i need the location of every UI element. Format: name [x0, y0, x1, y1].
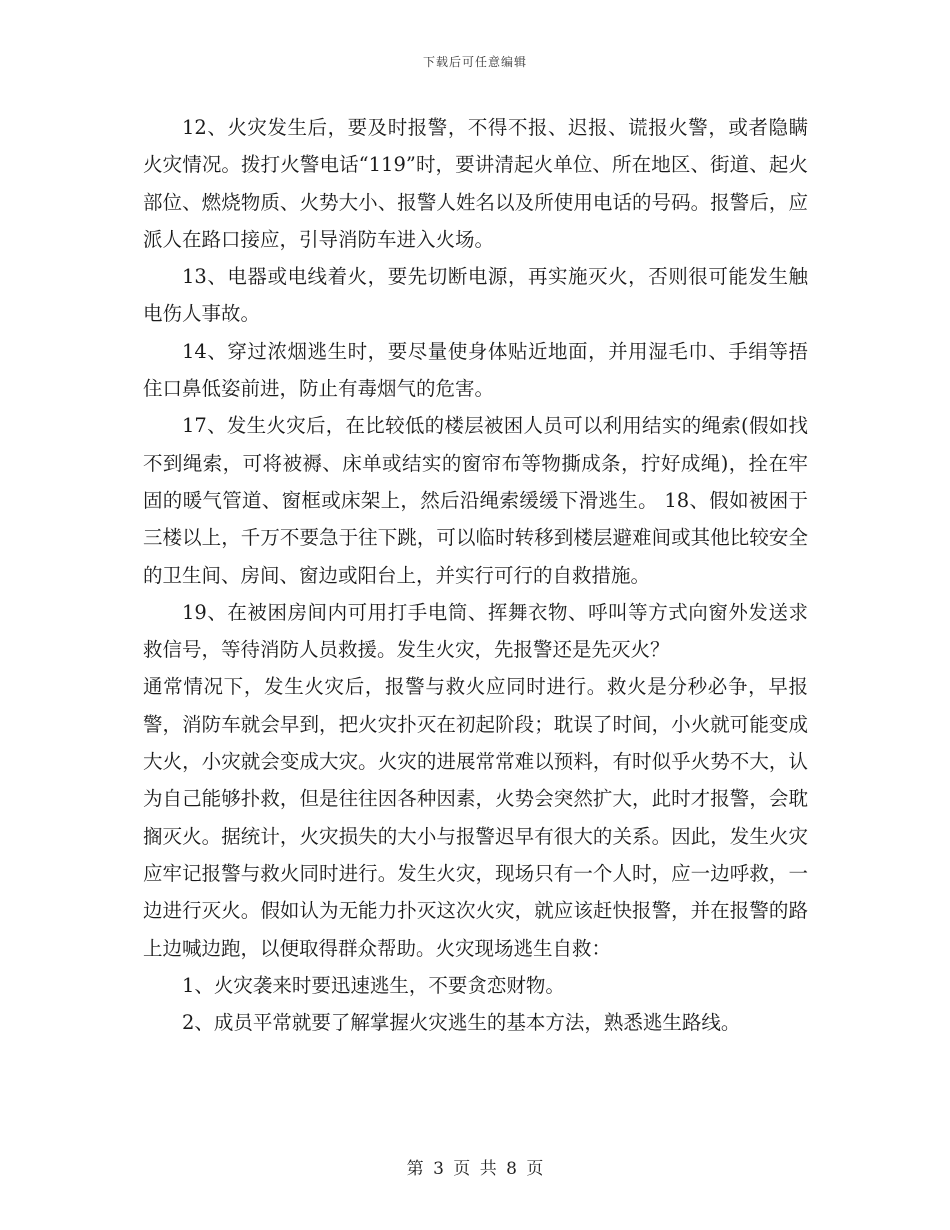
paragraph-17-18: 17、发生火灾后，在比较低的楼层被困人员可以利用结实的绳索(假如找不到绳索，可将被褥、床单或结实的窗帘布等物撕成条，拧好成绳)，拴在牢固的暖气管道、窗框或床架上，然后沿绳索缓缓下滑逃生。 18、假如被困于三楼以上，千万不要急于往下跳，可以临时转移到楼层避难间或其他比较安全的卫生间、房间、窗边或阳台上，并实行可行的自救措施。 — [143, 414, 808, 587]
paragraph-13: 13、电器或电线着火，要先切断电源，再实施灭火，否则很可能发生触电伤人事故。 — [143, 265, 808, 326]
document-body — [143, 109, 808, 1041]
paragraph-12: 12、火灾发生后，要及时报警，不得不报、迟报、谎报火警，或者隐瞒火灾情况。拨打火警电话“119”时，要讲清起火单位、所在地区、街道、起火部位、燃烧物质、火势大小、报警人姓名以及所使用电话的号码。报警后，应派人在路口接应，引导消防车进入火场。 — [143, 116, 808, 251]
list-item-1: 1、火灾袭来时要迅速逃生，不要贪恋财物。 — [182, 973, 565, 997]
list-item-2: 2、成员平常就要了解掌握火灾逃生的基本方法，熟悉逃生路线。 — [182, 1011, 741, 1035]
paragraph-14: 14、穿过浓烟逃生时，要尽量使身体贴近地面，并用湿毛巾、手绢等捂住口鼻低姿前进，防止有毒烟气的危害。 — [143, 339, 808, 401]
paragraph-19: 19、在被困房间内可用打手电筒、挥舞衣物、呼叫等方式向窗外发送求救信号，等待消防人员救援。发生火灾，先报警还是先灭火？ — [143, 600, 808, 662]
page-header-note: 下载后可任意编辑 — [422, 55, 527, 69]
paragraph-report-and-fight: 通常情况下，发生火灾后，报警与救火应同时进行。救火是分秒必争，早报警，消防车就会早到，把火灾扑灭在初起阶段；耽误了时间，小火就可能变成大火，小灾就会变成大灾。火灾的进展常常难以预料，有时似乎火势不大，认为自己能够扑救，但是往往因各种因素，火势会突然扩大，此时才报警，会耽搁灭火。据统计，火灾损失的大小与报警迟早有很大的关系。因此，发生火灾应牢记报警与救火同时进行。发生火灾，现场只有一个人时，应一边呼救，一边进行灭火。假如认为无能力扑灭这次火灾，就应该赶快报警，并在报警的路上边喊边跑，以便取得群众帮助。火灾现场逃生自救： — [143, 675, 808, 960]
page-number-footer: 第 3 页 共 8 页 — [406, 1159, 544, 1179]
